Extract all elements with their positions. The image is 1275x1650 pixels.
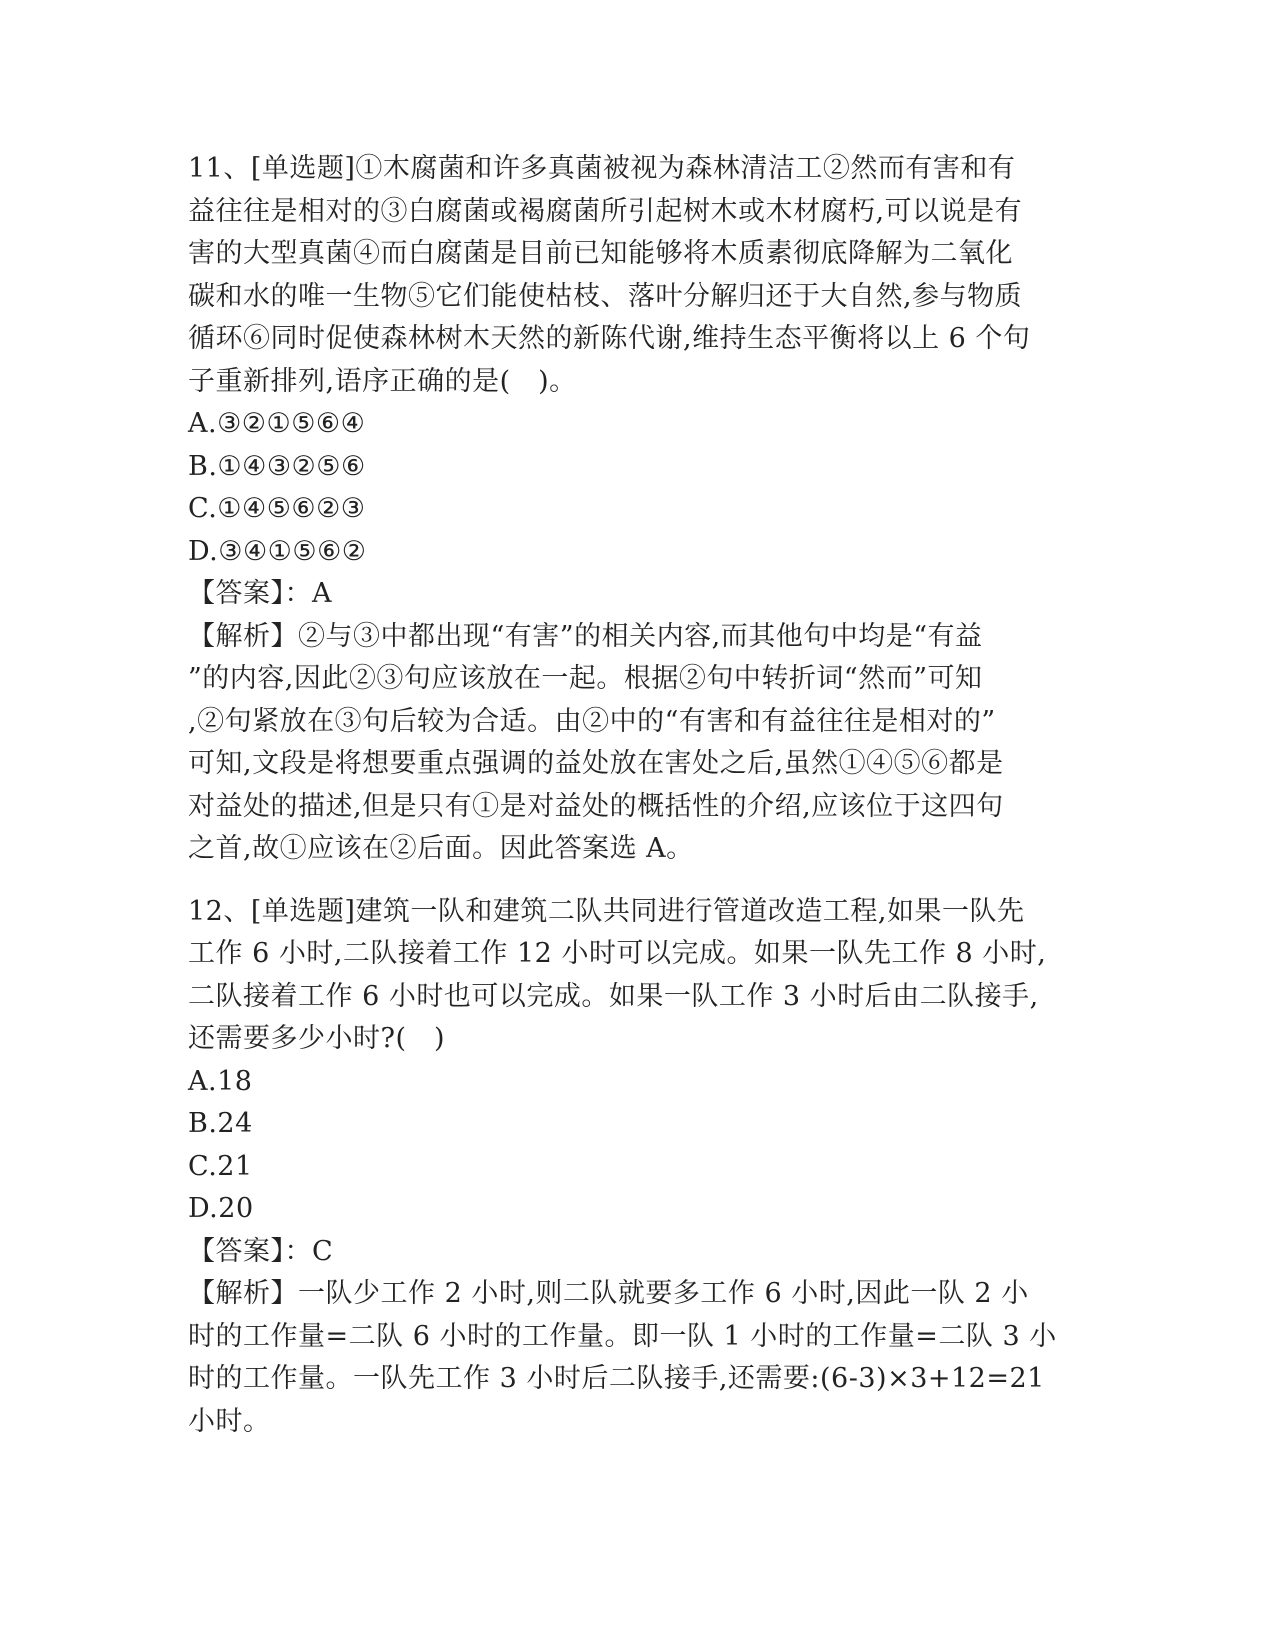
option-b: B.①④③②⑤⑥ (188, 450, 366, 482)
stem-line: 害的大型真菌④而白腐菌是目前已知能够将木质素彻底降解为二氧化 (188, 238, 1013, 269)
analysis-line: 时的工作量。一队先工作 3 小时后二队接手,还需要:(6-3)×3+12=21 (188, 1363, 1045, 1394)
analysis (188, 1273, 1068, 1443)
question-stem (188, 891, 1068, 1061)
option-list (188, 403, 1068, 573)
stem-line: 循环⑥同时促使森林树木天然的新陈代谢,维持生态平衡将以上 6 个句 (188, 323, 1031, 354)
question-12 (188, 891, 1068, 1444)
analysis-line: 对益处的描述,但是只有①是对益处的概括性的介绍,应该位于这四句 (188, 790, 1004, 822)
stem-line: 12、[单选题]建筑一队和建筑二队共同进行管道改造工程,如果一队先 (188, 895, 1025, 927)
stem-line: 工作 6 小时,二队接着工作 12 小时可以完成。如果一队先工作 8 小时, (188, 938, 1047, 969)
option-a: A.18 (188, 1065, 253, 1097)
analysis-line: 【解析】②与③中都出现“有害”的相关内容,而其他句中均是“有益 (188, 620, 983, 652)
question-stem (188, 148, 1068, 403)
option-a: A.③②①⑤⑥④ (188, 408, 366, 439)
answer-row (188, 1231, 1068, 1274)
document-page (188, 148, 1068, 1443)
question-11 (188, 148, 1068, 871)
analysis-line: 时的工作量=二队 6 小时的工作量。即一队 1 小时的工作量=二队 3 小 (188, 1320, 1057, 1352)
analysis-line: 可知,文段是将想要重点强调的益处放在害处之后,虽然①④⑤⑥都是 (188, 748, 1004, 779)
option-c: C.①④⑤⑥②③ (188, 493, 366, 524)
analysis-line: ”的内容,因此②③句应该放在一起。根据②句中转折词“然而”可知 (188, 663, 983, 694)
analysis-line: 【解析】一队少工作 2 小时,则二队就要多工作 6 小时,因此一队 2 小 (188, 1278, 1029, 1309)
analysis-line: ,②句紧放在③句后较为合适。由②中的“有害和有益往往是相对的” (188, 705, 996, 737)
answer-label: 【答案】： (188, 578, 312, 609)
analysis-line: 之首,故①应该在②后面。因此答案选 A。 (188, 833, 694, 864)
answer-row (188, 573, 1068, 616)
option-c: C.21 (188, 1150, 253, 1182)
answer-value: C (312, 1235, 334, 1267)
answer-label: 【答案】： (188, 1235, 312, 1267)
stem-line: 子重新排列,语序正确的是( )。 (188, 365, 577, 397)
analysis-line: 小时。 (188, 1405, 271, 1437)
stem-line: 二队接着工作 6 小时也可以完成。如果一队工作 3 小时后由二队接手, (188, 980, 1039, 1012)
analysis (188, 616, 1068, 871)
stem-line: 还需要多少小时?( ) (188, 1023, 446, 1054)
option-d: D.③④①⑤⑥② (188, 535, 367, 567)
option-list (188, 1061, 1068, 1231)
answer-value: A (312, 578, 332, 609)
stem-line: 11、[单选题]①木腐菌和许多真菌被视为森林清洁工②然而有害和有 (188, 153, 1016, 184)
option-b: B.24 (188, 1108, 253, 1139)
stem-line: 益往往是相对的③白腐菌或褐腐菌所引起树木或木材腐朽,可以说是有 (188, 195, 1023, 227)
option-d: D.20 (188, 1193, 254, 1224)
stem-line: 碳和水的唯一生物⑤它们能使枯枝、落叶分解归还于大自然,参与物质 (188, 280, 1023, 312)
